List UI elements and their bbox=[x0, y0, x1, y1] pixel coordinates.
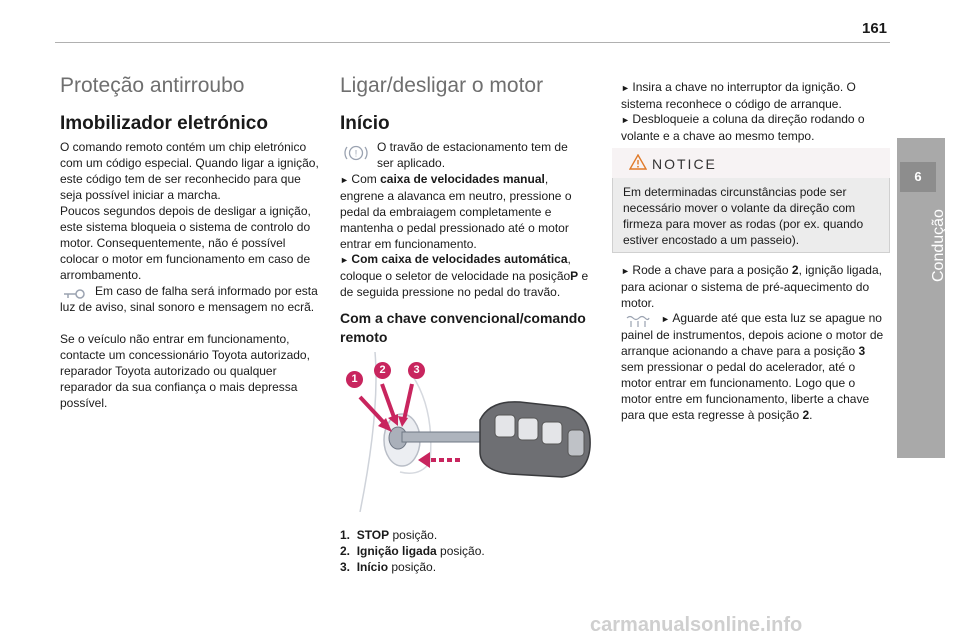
chapter-number: 6 bbox=[900, 162, 936, 192]
unlock-steering-step: ► Desbloqueie a coluna da direção rodando o volante e a chave ao mesmo tempo. bbox=[621, 112, 865, 143]
list-item: 3. Início posição. bbox=[340, 560, 437, 574]
chapter-label: Condução bbox=[930, 209, 947, 282]
notice-text: Em determinadas circunstâncias pode ser necessário mover o volante da direção com firmeza para mover as rodas (por ex. quando estiver encostado a um passeio). bbox=[623, 185, 864, 247]
section-title-start-stop: Ligar/desligar o motor bbox=[340, 74, 544, 97]
diagram-label-3: 3 bbox=[408, 362, 425, 379]
diagram-label-2: 2 bbox=[374, 362, 391, 379]
header-rule bbox=[55, 42, 890, 43]
notice-title: NOTICE bbox=[652, 156, 717, 172]
position-list bbox=[340, 527, 590, 575]
automatic-gearbox-step: ► Com caixa de velocidades automática, coloque o seletor de velocidade na posiçãoP e de seguida pressione no pedal do travão. bbox=[340, 252, 589, 299]
site-watermark: carmanualsonline.info bbox=[590, 614, 803, 636]
subsection-title-start: Início bbox=[340, 113, 390, 134]
subsection-title-immobiliser: Imobilizador eletrónico bbox=[60, 113, 268, 134]
list-item: 2. Ignição ligada posição. bbox=[340, 544, 485, 558]
warning-text: Em caso de falha será informado por esta luz de aviso, sinal sonoro e mensagem no ecrã. bbox=[60, 284, 318, 314]
diagram-label-1: 1 bbox=[346, 371, 363, 388]
left-paragraph-1: O comando remoto contém um chip eletrónico com um código especial. Quando ligar a ignição, este código tem de ser reconhecido para que seja possível iniciar a marcha. bbox=[60, 140, 319, 202]
insert-key-step: ► Insira a chave no interruptor da ignição. O sistema reconhece o código de arranque. bbox=[621, 80, 856, 111]
preheating-step: ► Aguarde até que esta luz se apague no painel de instrumentos, depois acione o motor de arranque acionando a chave para a posição 3 sem pressionar o pedal do acelerador, até o motor entrar em funcionamento. Logo que o motor entre em funcionamento, liberte a chave para que esta regresse à posição 2. bbox=[621, 311, 884, 422]
left-paragraph-3: Se o veículo não entrar em funcionamento, contacte um concessionário Toyota autorizado, reparador Toyota autorizado ou qualquer reparador da sua confiança o mais depressa possível. bbox=[60, 332, 310, 410]
page-number: 161 bbox=[862, 20, 888, 37]
parking-brake-note: O travão de estacionamento tem de ser aplicado. bbox=[377, 140, 568, 170]
section-title-antitheft: Proteção antirroubo bbox=[60, 74, 245, 97]
key-heading: Com a chave convencional/comando remoto bbox=[340, 310, 586, 345]
warning-triangle-icon bbox=[629, 154, 647, 175]
left-paragraph-2: Poucos segundos depois de desligar a ignição, este sistema bloqueia o sistema de controlo do motor. Consequentemente, não é possível colocar o motor em funcionamento em caso de arrombamento. bbox=[60, 204, 311, 282]
manual-gearbox-step: ► Com caixa de velocidades manual, engrene a alavanca em neutro, pressione o pedal da embraiagem completamente e mantenha o pedal pressionado até o motor entrar em funcionamento. bbox=[340, 172, 572, 251]
left-body bbox=[60, 139, 322, 283]
parking-brake-icon bbox=[343, 143, 369, 168]
list-item: 1. STOP posição. bbox=[340, 528, 438, 542]
turn-key-step: ► Rode a chave para a posição 2, ignição ligada, para acionar o sistema de pré-aquecimento do motor. bbox=[621, 263, 882, 310]
svg-text:!: ! bbox=[354, 148, 358, 159]
